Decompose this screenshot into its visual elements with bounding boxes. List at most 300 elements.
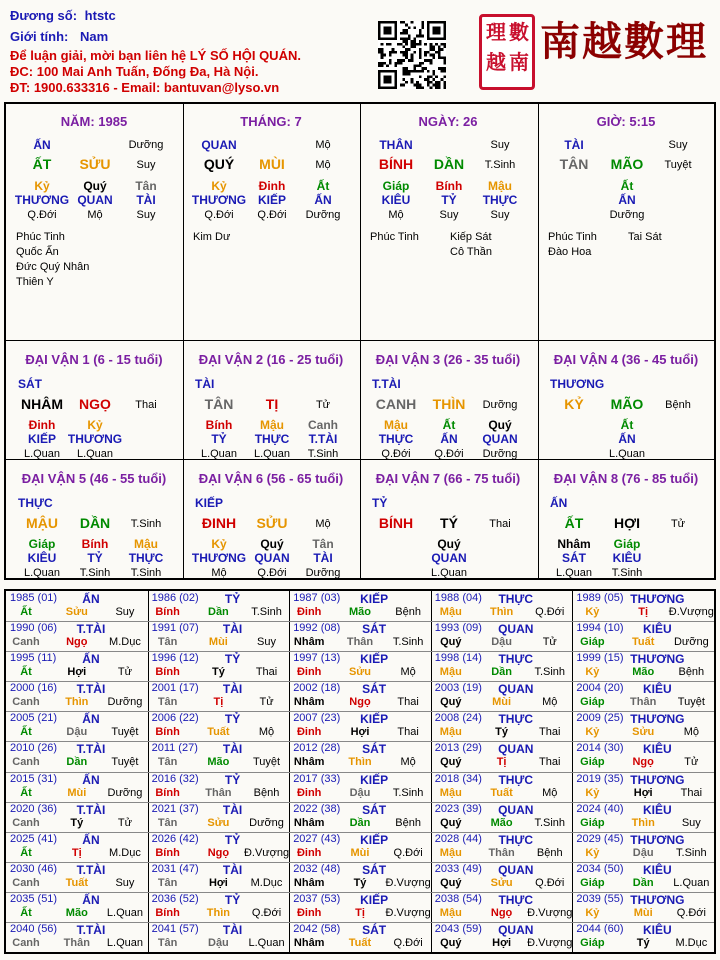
year-stem: Tân	[157, 696, 178, 709]
year-ten-god: SÁT	[362, 862, 387, 877]
year-ten-god: TÀI	[222, 862, 243, 877]
luck-ten-god: THƯƠNG	[550, 377, 605, 391]
luck-heavenly-stem: TÂN	[204, 396, 234, 412]
year-stage: Dưỡng	[249, 816, 284, 829]
year-stage: Tử	[117, 666, 132, 679]
luck-hidden-stage: L.Quan	[430, 567, 468, 579]
contact-phone-email[interactable]: ĐT: 1900.633316 - Email: bantuvan@lyso.vn	[10, 80, 280, 95]
luck-hidden-stage: T.Sinh	[307, 448, 339, 460]
hidden-stem: Kỷ	[34, 179, 50, 193]
year-ten-god: THƯƠNG	[630, 832, 685, 847]
year-branch: Ngọ	[207, 846, 230, 859]
year-cell	[431, 681, 573, 711]
luck-hidden-ten-god: THỰC	[254, 432, 290, 446]
hidden-stage: Q.Đới	[257, 209, 287, 221]
year-cell	[6, 741, 148, 771]
year-stage: Suy	[681, 816, 701, 829]
year-stem: Canh	[12, 756, 40, 769]
luck-hidden-stage: L.Quan	[200, 448, 238, 460]
year-ten-god: ẤN	[82, 652, 100, 667]
year-ten-god: T.TÀI	[76, 862, 106, 877]
luck-earthly-branch: SỬU	[256, 515, 288, 531]
luck-ten-god: T.TÀI	[372, 377, 401, 391]
year-ten-god: ẤN	[82, 892, 100, 907]
year-cell	[431, 711, 573, 741]
year-ten-god: ẤN	[82, 592, 100, 606]
year-ten-god: THỰC	[498, 712, 534, 727]
year-branch: Tị	[71, 846, 82, 859]
luck-heavenly-stem: KỶ	[564, 396, 584, 412]
year-ten-god: T.TÀI	[76, 682, 106, 697]
year-cell	[572, 681, 714, 711]
hidden-stem: Mậu	[488, 179, 512, 193]
luck-hidden-stage: Q.Đới	[257, 567, 287, 579]
luck-hidden-stem: Đinh	[28, 418, 56, 432]
pillar-cell	[360, 104, 537, 340]
year-stem: Quý	[440, 636, 462, 649]
pillar-ten-god: QUAN	[201, 138, 237, 152]
hidden-ten-god: ẤN	[314, 193, 332, 207]
year-cell	[6, 772, 148, 802]
luck-hidden-stem: Canh	[308, 418, 338, 432]
special-star: Đào Hoa	[548, 246, 592, 258]
year-ten-god: THỰC	[498, 832, 534, 847]
hidden-ten-god: THƯƠNG	[191, 193, 247, 207]
luck-stage: Thai	[135, 399, 157, 411]
seal-stamp-icon: 理 數 越 南	[479, 14, 535, 90]
year-stage: Mộ	[400, 666, 416, 679]
owner-value: htstc	[84, 8, 116, 23]
year-stem: Kỷ	[585, 786, 600, 799]
year-stage: T.Sinh	[676, 846, 707, 859]
year-label: 1995 (11)	[10, 652, 57, 665]
year-cell	[6, 621, 148, 651]
year-stage: Q.Đới	[676, 906, 706, 919]
year-stem: Bính	[155, 906, 180, 919]
year-stage: Tuyệt	[111, 726, 139, 739]
year-cell	[289, 772, 431, 802]
year-label: 2005 (21)	[10, 712, 58, 725]
pillar-cell	[538, 104, 715, 340]
luck-hidden-stage: Q.Đới	[434, 448, 464, 460]
luck-hidden-stage: T.Sinh	[611, 567, 643, 579]
year-cell	[572, 651, 714, 681]
year-label: 2001 (17)	[151, 682, 199, 695]
year-stem: Canh	[12, 636, 40, 649]
year-stage: Dưỡng	[107, 786, 143, 799]
year-branch: Tuất	[631, 636, 655, 649]
year-branch: Mùi	[67, 786, 87, 799]
year-stage: M.Dục	[109, 636, 141, 649]
year-cell	[572, 892, 714, 922]
year-branch: Dậu	[349, 786, 371, 799]
special-star: Kiếp Sát	[450, 231, 492, 243]
pillar-title: NGÀY: 26	[418, 114, 478, 129]
luck-stage: Tử	[670, 518, 686, 530]
year-ten-god: ẤN	[82, 772, 100, 787]
luck-pillar-cell	[360, 460, 537, 578]
year-cell	[572, 711, 714, 741]
year-label: 2015 (31)	[10, 772, 58, 785]
year-stage: Bệnh	[395, 816, 421, 829]
year-stem: Canh	[12, 816, 40, 829]
year-label: 2011 (27)	[151, 742, 198, 755]
year-ten-god: QUAN	[498, 862, 534, 877]
year-branch: Thìn	[206, 906, 230, 919]
year-cell	[6, 802, 148, 832]
year-cell	[572, 862, 714, 892]
hidden-stage: Mộ	[87, 209, 103, 221]
luck-hidden-ten-god: TỶ	[211, 432, 227, 446]
year-stage: Tuyệt	[677, 696, 705, 709]
pillar-ten-god: THÂN	[379, 138, 413, 152]
year-stem: Bính	[155, 666, 180, 679]
year-cell	[6, 681, 148, 711]
luck-pillar-cell	[538, 460, 715, 578]
year-stem: Canh	[12, 876, 40, 889]
year-stage: Suy	[115, 606, 135, 618]
year-label: 2004 (20)	[576, 682, 624, 695]
luck-ten-god: ẤN	[550, 496, 568, 510]
luck-heavenly-stem: ẤT	[564, 515, 584, 531]
year-branch: Mùi	[350, 846, 370, 859]
luck-heavenly-stem: ĐINH	[201, 515, 237, 531]
year-label: 1996 (12)	[151, 652, 199, 665]
year-stem: Ất	[20, 786, 32, 799]
luck-hidden-ten-god: TÀI	[313, 551, 333, 565]
year-stem: Bính	[155, 846, 180, 859]
year-ten-god: KIÊU	[643, 742, 672, 757]
hidden-ten-god: THỰC	[482, 193, 518, 207]
year-ten-god: TỶ	[224, 712, 241, 727]
pillar-heavenly-stem: QUÝ	[203, 156, 235, 172]
year-branch: Tuất	[348, 936, 372, 949]
luck-hidden-stage: L.Quan	[608, 448, 646, 460]
year-label: 2009 (25)	[576, 712, 624, 725]
pillar-earthly-branch: SỬU	[79, 156, 111, 172]
year-cell	[148, 892, 290, 922]
year-ten-god: THỰC	[498, 652, 534, 667]
luck-hidden-stage: Mộ	[211, 567, 227, 579]
luck-earthly-branch: THÌN	[432, 396, 466, 412]
year-stage: Suy	[115, 876, 135, 889]
luck-pillar-cell	[6, 460, 183, 578]
year-label: 1990 (06)	[10, 622, 58, 635]
year-label: 2025 (41)	[10, 832, 58, 845]
year-label: 1985 (01)	[10, 592, 58, 604]
luck-hidden-stage: Dưỡng	[482, 448, 518, 460]
year-stage: Q.Đới	[535, 876, 565, 889]
luck-stage: Mộ	[315, 518, 331, 530]
luck-hidden-ten-god: THỰC	[128, 551, 164, 565]
year-ten-god: THƯƠNG	[630, 652, 685, 667]
year-stage: Đ.Vượng	[668, 606, 714, 618]
year-branch: Thân	[630, 696, 657, 709]
year-branch: Tị	[213, 696, 224, 709]
luck-hidden-stage: T.Sinh	[79, 567, 111, 579]
year-ten-god: SÁT	[362, 922, 387, 937]
year-cell	[289, 832, 431, 862]
hidden-stem: Ất	[316, 179, 330, 193]
year-stem: Nhâm	[293, 756, 325, 769]
year-branch: Thân	[346, 636, 374, 649]
year-stage: Mộ	[683, 726, 699, 739]
year-branch: Dần	[66, 756, 88, 769]
year-stage: Tử	[259, 696, 274, 709]
luck-pillar-title: ĐẠI VẬN 2 (16 - 25 tuổi)	[198, 352, 344, 367]
luck-hidden-ten-god: KIÊU	[27, 551, 57, 565]
year-stem: Quý	[440, 756, 462, 769]
year-branch: Tý	[70, 816, 84, 829]
year-label: 2040 (56)	[10, 922, 58, 935]
year-stage: Đ.Vượng	[385, 876, 431, 889]
year-cell	[148, 591, 290, 621]
special-star: Thiên Y	[16, 276, 54, 288]
year-label: 2043 (59)	[434, 922, 482, 935]
year-cell	[148, 802, 290, 832]
year-label: 2035 (51)	[10, 892, 58, 905]
year-label: 1988 (04)	[434, 592, 482, 604]
hidden-ten-god: TỶ	[441, 193, 457, 207]
year-stage: Q.Đới	[251, 906, 282, 919]
year-stage: Thai	[680, 786, 703, 799]
year-stage: Mộ	[542, 696, 558, 709]
luck-hidden-stem: Bính	[205, 418, 233, 432]
year-stage: M.Dục	[675, 936, 708, 949]
year-label: 2000 (16)	[10, 682, 58, 695]
year-branch: Sửu	[207, 816, 230, 829]
year-stem: Nhâm	[293, 876, 325, 889]
year-stage: L.Quan	[106, 906, 143, 919]
year-cell	[148, 772, 290, 802]
year-ten-god: TỶ	[224, 652, 241, 667]
contact-address: ĐC: 100 Mai Anh Tuấn, Đống Đa, Hà Nội.	[10, 64, 259, 79]
year-stage: Tử	[684, 756, 699, 769]
year-stage: T.Sinh	[534, 816, 566, 829]
year-stem: Giáp	[580, 636, 605, 649]
year-stem: Giáp	[580, 936, 605, 949]
year-label: 2020 (36)	[10, 802, 58, 815]
year-branch: Hợi	[633, 786, 653, 799]
pillar-cell	[183, 104, 360, 340]
year-stage: Thai	[539, 726, 561, 739]
pillar-stage: Suy	[668, 139, 688, 151]
year-stem: Mậu	[439, 606, 462, 618]
year-cell	[431, 621, 573, 651]
luck-pillar-title: ĐẠI VẬN 4 (36 - 45 tuổi)	[553, 352, 699, 367]
luck-ten-god: TÀI	[195, 377, 215, 391]
pillar-heavenly-stem: ẤT	[32, 156, 52, 172]
year-stage: Thai	[397, 726, 419, 739]
year-ten-god: SÁT	[362, 622, 387, 637]
hidden-stem: Bính	[435, 179, 463, 193]
luck-hidden-stem: Kỷ	[87, 418, 103, 432]
gender-line	[10, 29, 108, 44]
luck-hidden-stage: L.Quan	[253, 448, 291, 460]
year-cell	[289, 711, 431, 741]
year-branch: Tuất	[490, 786, 513, 799]
hidden-ten-god: ẤN	[618, 193, 636, 207]
year-label: 2036 (52)	[151, 892, 199, 905]
year-ten-god: KIẾP	[360, 712, 389, 727]
year-stem: Quý	[440, 936, 462, 949]
year-cell	[6, 711, 148, 741]
year-branch: Mão	[65, 906, 88, 919]
year-branch: Dậu	[632, 846, 654, 859]
year-branch: Tị	[355, 906, 365, 919]
year-stem: Tân	[157, 936, 178, 949]
hidden-stage: Suy	[439, 209, 459, 221]
luck-ten-god: TỶ	[372, 496, 388, 510]
luck-hidden-stem: Mậu	[134, 537, 158, 551]
year-stem: Bính	[155, 786, 180, 799]
year-stage: Q.Đới	[535, 606, 565, 618]
year-label: 1992 (08)	[293, 622, 341, 635]
pillar-ten-god: ẤN	[33, 138, 51, 152]
year-stem: Kỷ	[585, 846, 600, 859]
year-ten-god: SÁT	[362, 802, 387, 817]
year-branch: Mão	[490, 816, 513, 829]
year-cell	[431, 741, 573, 771]
brand-logo: 南越數理	[540, 18, 708, 65]
year-cell	[431, 922, 573, 952]
year-ten-god: ẤN	[82, 832, 100, 847]
year-label: 1994 (10)	[576, 622, 624, 635]
hidden-stage: Dưỡng	[305, 209, 341, 221]
pillar-stage: Suy	[490, 139, 510, 151]
year-stem: Tân	[157, 876, 178, 889]
year-stem: Giáp	[580, 876, 605, 889]
year-label: 2012 (28)	[293, 742, 341, 755]
pillar-earthly-branch: MÃO	[610, 156, 644, 172]
special-star: Phúc Tinh	[16, 231, 65, 243]
year-branch: Hợi	[67, 666, 87, 679]
luck-earthly-branch: DẦN	[79, 515, 111, 531]
gender-label: Giới tính:	[10, 29, 69, 44]
year-stem: Quý	[440, 876, 462, 889]
year-cell	[431, 651, 573, 681]
year-stage: Thai	[539, 756, 561, 769]
luck-hidden-stage: L.Quan	[23, 448, 61, 460]
luck-earthly-branch: TÝ	[440, 515, 458, 531]
hidden-stage: Mộ	[388, 209, 404, 221]
year-branch: Thân	[488, 846, 515, 859]
year-stage: Đ.Vượng	[527, 906, 573, 919]
pillar-cell	[6, 104, 183, 340]
luck-heavenly-stem: MẬU	[26, 515, 58, 531]
year-stage: Bệnh	[253, 786, 280, 799]
year-label: 2033 (49)	[434, 862, 482, 875]
contact-line-1: Để luận giải, mời bạn liên hệ LÝ SỐ HỘI QUÁN.	[10, 48, 301, 63]
year-cell	[431, 802, 573, 832]
luck-hidden-ten-god: T.TÀI	[308, 432, 338, 446]
year-cell	[148, 681, 290, 711]
luck-hidden-ten-god: ẤN	[618, 432, 636, 446]
year-branch: Tý	[636, 936, 650, 949]
luck-hidden-stem: Giáp	[613, 537, 641, 551]
luck-heavenly-stem: CANH	[375, 396, 417, 412]
year-branch: Thìn	[489, 606, 514, 618]
luck-stage: T.Sinh	[130, 518, 162, 530]
year-branch: Mùi	[492, 696, 512, 709]
year-cell	[289, 741, 431, 771]
year-branch: Tị	[496, 756, 507, 769]
year-cell	[6, 591, 148, 621]
year-cell	[148, 922, 290, 952]
luck-hidden-stem: Giáp	[28, 537, 56, 551]
year-ten-god: T.TÀI	[76, 622, 106, 637]
year-label: 2029 (45)	[576, 832, 624, 845]
year-ten-god: KIẾP	[360, 892, 389, 907]
qr-code-icon[interactable]	[378, 21, 446, 89]
year-branch: Thân	[205, 786, 232, 799]
year-stem: Nhâm	[293, 636, 325, 649]
gender-value: Nam	[79, 29, 109, 44]
hidden-ten-god: TÀI	[136, 193, 156, 207]
hidden-ten-god: KIẾP	[257, 193, 287, 207]
year-ten-god: THỰC	[498, 892, 534, 907]
year-cell	[572, 772, 714, 802]
owner-line	[10, 8, 116, 23]
luck-hidden-stem: Tân	[312, 537, 334, 551]
year-branch: Mùi	[633, 906, 653, 919]
pillar-title: GIỜ: 5:15	[596, 114, 656, 129]
year-branch: Dậu	[208, 936, 229, 949]
year-label: 2027 (43)	[293, 832, 341, 845]
year-cell	[6, 922, 148, 952]
year-label: 2038 (54)	[434, 892, 482, 905]
year-stem: Nhâm	[293, 936, 325, 949]
year-stage: Tuyệt	[111, 756, 139, 769]
year-branch: Dần	[632, 876, 654, 889]
year-branch: Sửu	[65, 606, 88, 618]
year-stem: Canh	[12, 936, 40, 949]
year-stem: Tân	[157, 756, 178, 769]
year-stem: Tân	[157, 816, 178, 829]
year-stage: Đ.Vượng	[527, 936, 573, 949]
year-label: 2017 (33)	[293, 772, 341, 785]
year-ten-god: QUAN	[498, 682, 534, 697]
year-cell	[572, 802, 714, 832]
year-stem: Mậu	[439, 726, 462, 739]
year-branch: Tý	[353, 876, 367, 889]
year-ten-god: TÀI	[222, 742, 243, 757]
pillar-title: NĂM: 1985	[60, 114, 128, 129]
header	[0, 0, 720, 100]
year-label: 2030 (46)	[10, 862, 58, 875]
pillar-branch-stage: T.Sinh	[484, 159, 516, 171]
luck-hidden-stage: T.Sinh	[130, 567, 162, 579]
year-stage: T.Sinh	[392, 786, 424, 799]
year-stem: Ất	[20, 846, 32, 859]
year-branch: Hợi	[492, 936, 512, 949]
year-branch: Hợi	[350, 726, 370, 739]
year-label: 2021 (37)	[151, 802, 199, 815]
luck-hidden-stage: Dưỡng	[305, 567, 341, 579]
year-stem: Đinh	[296, 606, 322, 618]
owner-label: Đương số:	[10, 8, 78, 23]
hidden-stem: Quý	[83, 179, 107, 193]
pillar-heavenly-stem: BÍNH	[378, 156, 414, 172]
year-cell	[148, 651, 290, 681]
year-stem: Giáp	[580, 756, 605, 769]
year-stem: Quý	[440, 696, 462, 709]
year-cell	[431, 862, 573, 892]
year-ten-god: TÀI	[222, 682, 243, 697]
year-cell	[6, 832, 148, 862]
year-stage: Thai	[397, 696, 419, 709]
year-branch: Hợi	[208, 876, 228, 889]
